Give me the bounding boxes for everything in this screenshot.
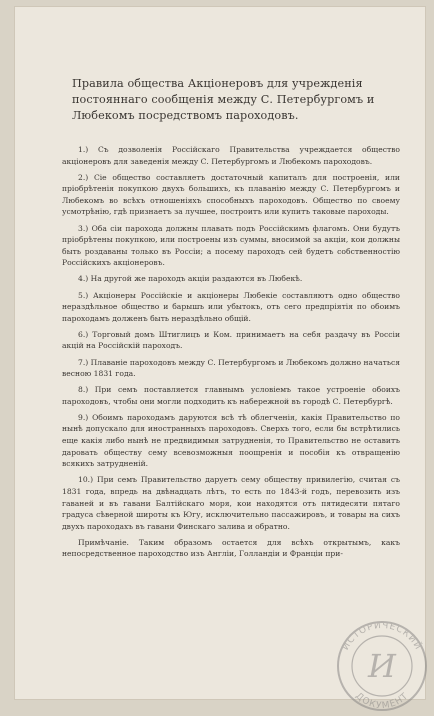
paragraph: 2.) Сіе общество составляетъ достаточный капиталъ для построенія, или пріобрѣтенія покупкою двухъ большихъ, къ плаванію между С. Петербургомъ и Любекомъ во всѣхъ отношеніяхъ способныхъ пароходовъ. Общество по своему усмотрѣнію, гдѣ признаетъ за лучшее, построитъ или купитъ таковые пароходы.	[62, 172, 400, 217]
paragraph: 7.) Плаваніе пароходовъ между С. Петербургомъ и Любекомъ должно начаться весною 1831 года.	[62, 357, 400, 379]
svg-text:ДОКУМЕНТ: ДОКУМЕНТ	[353, 691, 411, 712]
document-body	[62, 76, 400, 565]
paragraph: 6.) Торговый домъ Штиглицъ и Ком. принимаетъ на себя раздачу въ Россіи акцій на Россійскій пароходъ.	[62, 329, 400, 351]
document-page	[14, 6, 426, 712]
svg-text:И: И	[368, 647, 396, 685]
paragraph: 4.) На другой же пароходъ акціи раздаются въ Любекѣ.	[78, 274, 303, 284]
paragraph: 3.) Оба сіи парохода должны плавать подъ Россійскимъ флагомъ. Они будутъ пріобрѣтены покупкою, или построены изъ суммы, вносимой за акціи, кои должны быть роздаваны только въ Россіи; а посему пароходъ сей будетъ собственностію Россійскихъ акціонеровъ.	[62, 223, 400, 268]
paragraph: 9.) Обоимъ пароходамъ даруются всѣ тѣ облегченія, какія Правительство по нынѣ допускало для иностранныхъ пароходовъ. Сверхъ того, если бы встрѣтились еще какія либо нынѣ не предвидимыя затрудненія, то Правительство не оставитъ даровать обществу сему всевозможныя поощренія и пособія къ отвращенію всякихъ затрудненій.	[62, 412, 400, 469]
paragraph: 10.) При семъ Правительство даруетъ сему обществу привилегію, считая съ 1831 года, впредь на двѣнадцать лѣтъ, то есть по 1843-й годъ, перевозить изъ гаваней и въ гавани Балтійскаго моря, кои находятся отъ пятидесяти пятаго градуса сѣверной широты къ Югу, исключительно пассажировъ, и товары на сихъ двухъ пароходахъ въ гавани Финскаго залива и обратно.	[62, 475, 400, 531]
paragraph: 5.) Акціонеры Россійскіе и акціонеры Любекіе составляютъ одно общество нераздѣльное общество и барышъ или убытокъ, отъ сего предпріятія по обоимъ пароходамъ долженъ быть нераздѣльно общій.	[62, 290, 400, 323]
svg-text:ИСТОРИЧЕСКИЙ: ИСТОРИЧЕСКИЙ	[340, 620, 424, 653]
paragraph-list	[62, 144, 400, 560]
paragraph: Примѣчаніе. Таким образомъ остается для всѣхъ открытымъ, какъ непосредственное пароходство изъ Англіи, Голландіи и Франціи при-	[62, 537, 400, 559]
archive-stamp-icon	[332, 616, 432, 716]
paragraph: 1.) Съ дозволенія Россійскаго Правительства учреждается общество акціонеровъ для заведенія между С. Петербургомъ и Любекомъ пароходовъ.	[62, 145, 400, 166]
document-title: Правила общества Акціонеровъ для учрежденія постояннаго сообщенія между С. Петербургомъ и Любекомъ посредствомъ пароходовъ.	[72, 77, 375, 122]
paragraph: 8.) При семъ поставляется главнымъ условіемъ такое устроеніе обоихъ пароходовъ, чтобы они могли подходить къ набережной въ городѣ С. Петербургѣ.	[62, 385, 400, 406]
